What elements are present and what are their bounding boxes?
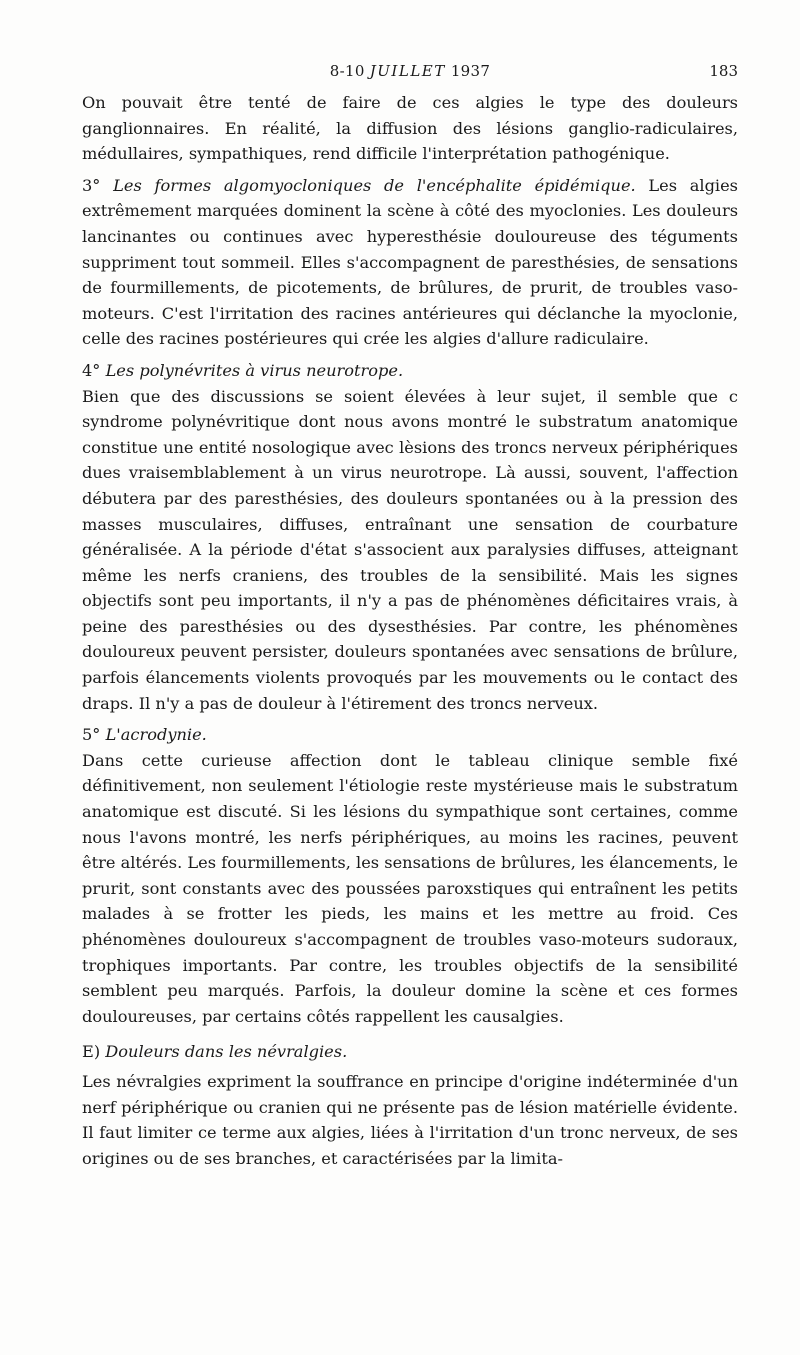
section-4-title: Les polynévrites à virus neurotrope. [105,360,404,380]
date-year: 1937 [450,62,491,80]
section-5-heading [82,722,738,748]
issue-date [82,58,738,84]
running-header [82,58,738,84]
article-body [82,90,738,1171]
date-month: JUILLET [369,62,446,80]
section-3-number: 3° [82,175,101,195]
paragraph-ganglionnaires: On pouvait être tenté de faire de ces algies le type des douleurs ganglionnaires. En réalité, la diffusion des lésions ganglio-radiculaires, médullaires, sympathiques, rend difficile l'interprétation pathogénique. [82,93,738,164]
page-number: 183 [709,62,738,80]
date-prefix: 8-10 [329,62,365,80]
paragraph-nevralgies: Les névralgies expriment la souffrance en principe d'origine indéterminée d'un nerf périphérique ou cranien qui ne présente pas de lésion matérielle évidente. Il faut limiter ce terme aux algies, liées à l'irritation d'un tronc nerveux, de ses origines ou de ses branches, et caractérisées par la limita- [82,1071,738,1168]
paragraph-polynevrites: Bien que des discussions se soient élevées à leur sujet, il semble que c syndrome polynévritique dont nous avons montré le substratum anatomique constitue une entité nosologique avec lèsions des troncs nerveux périphériques dues vraisemblablement à un virus neurotrope. Là aussi, souvent, l'affection débutera par des paresthésies, des douleurs spontanées ou à la pression des masses musculaires, diffuses, entraînant une sensation de courbature généralisée. A la période d'état s'associent aux paralysies diffuses, atteignant même les nerfs craniens, des troubles de la sensibilité. Mais les signes objectifs sont peu importants, il n'y a pas de phénomènes déficitaires vrais, à peine des paresthésies ou des dysesthésies. Par contre, les phénomènes douloureux peuvent persister, douleurs spontanées avec sensations de brûlure, parfois élancements violents provoqués par les mouvements ou le contact des draps. Il n'y a pas de douleur à l'étirement des troncs nerveux. [82,386,738,713]
section-4-number: 4° [82,360,101,380]
section-5-number: 5° [82,725,101,745]
paragraph-encephalite [82,173,738,352]
paragraph-acrodynie: Dans cette curieuse affection dont le tableau clinique semble fixé définitivement, non seulement l'étiologie reste mystérieuse mais le substratum anatomique est discuté. Si les lésions du sympathique sont certaines, comme nous l'avons montré, les nerfs périphériques, au moins les racines, peuvent être altérés. Les fourmillements, les sensations de brûlures, les élancements, le prurit, sont constants avec des poussées paroxstiques qui entraînent les petits malades à se frotter les pieds, les mains et les mettre au froid. Ces phénomènes douloureux s'accompagnent de troubles vaso-moteurs sudoraux, trophiques importants. Par contre, les troubles objectifs de la sensibilité semblent peu marqués. Parfois, la douleur domine la scène et ces formes douloureuses, par certains côtés rappellent les causalgies. [82,750,738,1026]
section-e-title: Douleurs dans les névralgies. [105,1042,348,1062]
section-4-heading [82,358,738,384]
section-5-title: L'acrodynie. [105,725,207,745]
section-3-title: Les formes algomyocloniques de l'encéphalite épidémique. [113,175,636,195]
section-3-text: Les algies extrêmement marquées dominent la scène à côté des myoclonies. Les douleurs lancinantes ou continues avec hyperesthésie douloureuse des téguments suppriment tout sommeil. Elles s'accompagnent de paresthésies, de sensations de fourmillements, de picotements, de brûlures, de prurit, de troubles vaso-moteurs. C'est l'irritation des racines antérieures qui déclanche la myoclonie, celle des racines postérieures qui crée les algies d'allure radiculaire. [82,175,738,349]
section-e-heading [82,1039,738,1065]
section-e-number: E) [82,1042,101,1062]
